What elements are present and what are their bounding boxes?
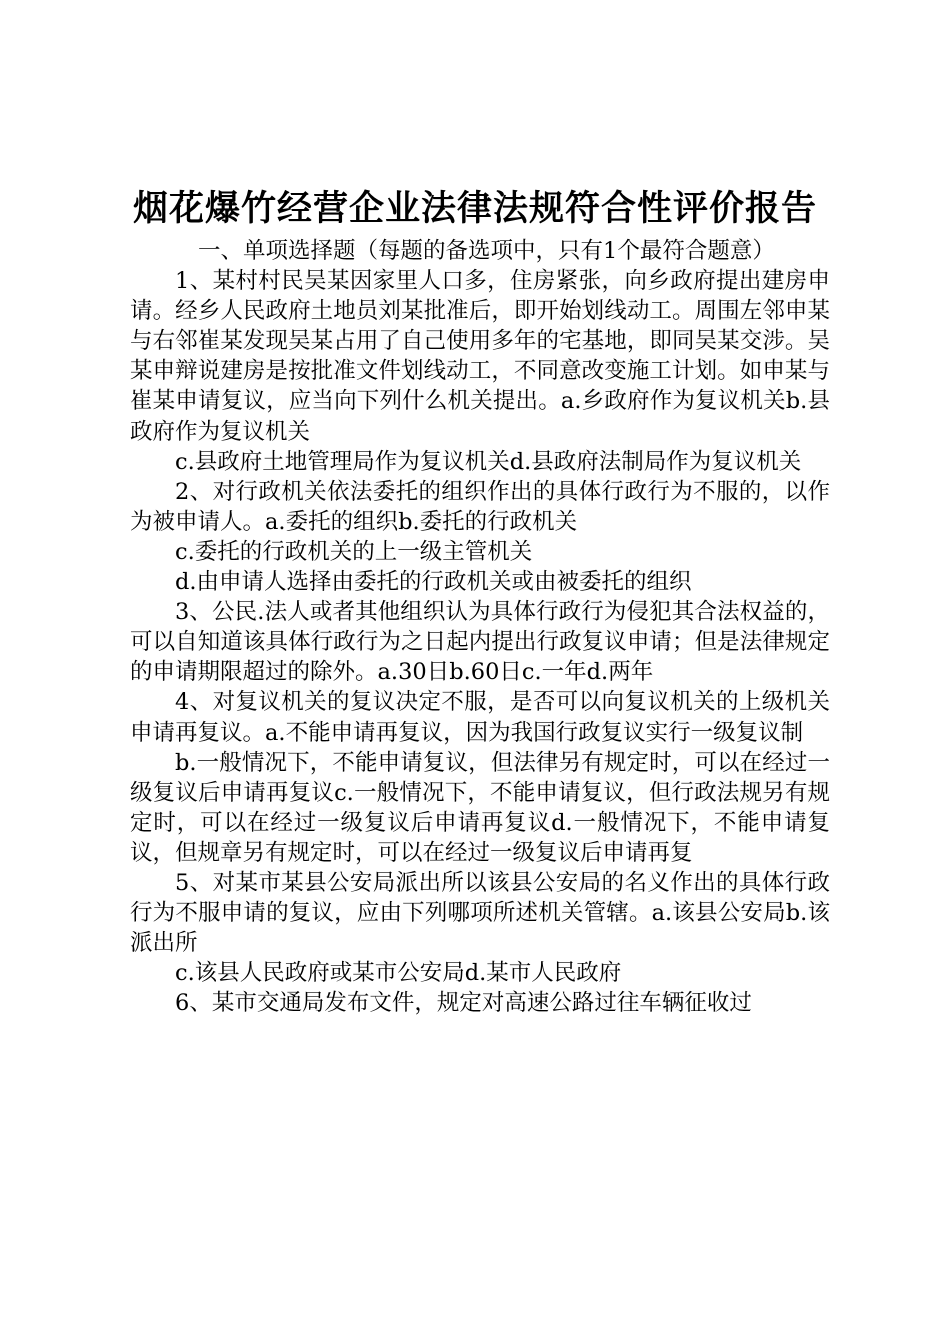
paragraph-q3: 3、公民.法人或者其他组织认为具体行政行为侵犯其合法权益的，可以自知道该具体行政行为之日起内提出行政复议申请；但是法律规定的申请期限超过的除外。a.30日b.60日c.一年d.两年 <box>130 599 830 686</box>
paragraph-q4-options: b.一般情况下，不能申请复议，但法律另有规定时，可以在经过一级复议后申请再复议c.一般情况下，不能申请复议，但行政法规另有规定时，可以在经过一级复议后申请再复议d.一般情况下，不能申请复议，但规章另有规定时，可以在经过一级复议后申请再复 <box>130 749 830 866</box>
paragraph-q1: 1、某村村民吴某因家里人口多，住房紧张，向乡政府提出建房申请。经乡人民政府土地员刘某批准后，即开始划线动工。周围左邻申某与右邻崔某发现吴某占用了自己使用多年的宅基地，即同吴某交涉。吴某申辩说建房是按批准文件划线动工，不同意改变施工计划。如申某与崔某申请复议，应当向下列什么机关提出。a.乡政府作为复议机关b.县政府作为复议机关 <box>130 268 830 445</box>
document-title: 烟花爆竹经营企业法律法规符合性评价报告 <box>132 189 817 229</box>
paragraph-q5: 5、对某市某县公安局派出所以该县公安局的名义作出的具体行政行为不服申请的复议，应由下列哪项所述机关管辖。a.该县公安局b.该派出所 <box>130 869 830 957</box>
paragraph-q6: 6、某市交通局发布文件，规定对高速公路过往车辆征收过 <box>175 990 752 1017</box>
paragraph-q2-option-d: d.由申请人选择由委托的行政机关或由被委托的组织 <box>175 569 692 596</box>
paragraph-q4: 4、对复议机关的复议决定不服，是否可以向复议机关的上级机关申请再复议。a.不能申请再复议，因为我国行政复议实行一级复议制 <box>130 689 830 746</box>
paragraph-q2: 2、对行政机关依法委托的组织作出的具体行政行为不服的，以作为被申请人。a.委托的组织b.委托的行政机关 <box>130 478 830 535</box>
paragraph-q5-options: c.该县人民政府或某市公安局d.某市人民政府 <box>175 960 622 987</box>
paragraph-q2-option-c: c.委托的行政机关的上一级主管机关 <box>175 538 533 565</box>
section-heading: 一、单项选择题（每题的备选项中，只有1个最符合题意） <box>198 238 775 264</box>
document-body <box>130 236 830 1018</box>
paragraph-q1-options: c.县政府土地管理局作为复议机关d.县政府法制局作为复议机关 <box>175 448 802 475</box>
